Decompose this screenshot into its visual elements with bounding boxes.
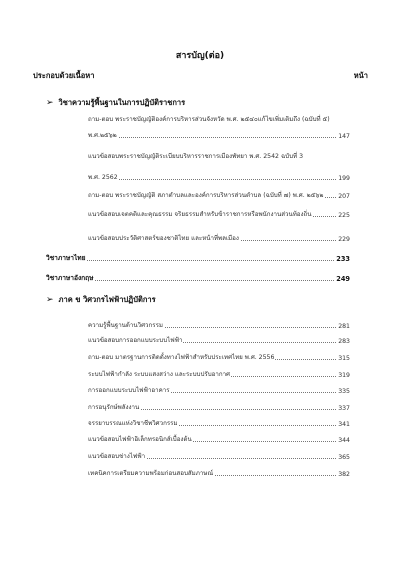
toc-entry-label: จรรยาบรรณแห่งวิชาชีพวิศวกรรม: [88, 420, 178, 427]
toc-entry-label: วิชาภาษาอังกฤษ: [46, 274, 94, 282]
section-heading-electrical-engineer: [46, 294, 156, 306]
toc-entry-page: 344: [338, 437, 350, 444]
page-column-heading: หน้า: [353, 71, 368, 80]
toc-entry-page: 382: [338, 471, 350, 478]
toc-entry[interactable]: [88, 418, 350, 428]
toc-entry-page: 199: [338, 175, 350, 182]
toc-entry-page: 281: [338, 323, 350, 330]
toc-entry[interactable]: [88, 172, 350, 182]
toc-entry-label: การอนุรักษ์พลังงาน: [88, 404, 140, 411]
toc-entry-line: ถาม-ตอบ พระราชบัญญัติองค์การบริหารส่วนจังหวัด พ.ศ. ๒๕๔๐แก้ไขเพิ่มเติมถึง (ฉบับที่ ๕): [88, 116, 330, 123]
section-heading-basic-knowledge: [46, 97, 185, 109]
toc-entry-label: แนวข้อสอบประวัติศาสตร์ของชาติไทย และหน้าที่พลเมือง: [88, 235, 239, 242]
dot-leader: [88, 137, 336, 138]
toc-entry-label: ถาม-ตอบ มาตรฐานการติดตั้งทางไฟฟ้าสำหรับประเทศไทย พ.ศ. 2556: [88, 354, 275, 361]
toc-entry[interactable]: [88, 233, 350, 243]
toc-entry-page: 341: [338, 421, 350, 428]
toc-entry-line: แนวข้อสอบพระราชบัญญัติระเบียบบริหารราชการเมืองพัทยา พ.ศ. 2542 ฉบับที่ 3: [88, 153, 304, 160]
toc-entry-page: 315: [338, 355, 350, 362]
toc-entry-page: 147: [338, 133, 350, 140]
toc-entry[interactable]: [88, 434, 350, 444]
toc-entry-label: พ.ศ.๒๕๖๒: [88, 132, 117, 139]
page-title: สารบัญ(ต่อ): [175, 51, 225, 61]
dot-leader: [88, 179, 336, 180]
toc-entry[interactable]: [88, 335, 350, 345]
toc-entry-page: 319: [338, 372, 350, 379]
toc-entry-thai[interactable]: [46, 253, 350, 263]
toc-entry-label: วิชาภาษาไทย: [46, 254, 86, 262]
toc-entry[interactable]: [88, 369, 350, 379]
toc-entry[interactable]: [88, 190, 350, 200]
toc-entry[interactable]: [88, 402, 350, 412]
toc-entry-label: พ.ศ. 2562: [88, 174, 118, 181]
toc-entry-label: ถาม-ตอบ พระราชบัญญัติ สภาตำบลและองค์การบริหารส่วนตำบล (ฉบับที่ ๗) พ.ศ. ๒๕๖๒: [88, 192, 324, 199]
toc-entry-page: 335: [338, 388, 350, 395]
toc-header: [33, 70, 368, 82]
toc-entry-page: 225: [338, 212, 350, 219]
toc-entry-label: แนวข้อสอบช่างไฟฟ้า: [88, 453, 146, 460]
toc-entry[interactable]: [88, 352, 350, 362]
toc-entry-label: แนวข้อสอบไฟฟ้าอิเล็กทรอนิกส์เบื้องต้น: [88, 436, 192, 443]
toc-entry-page: 337: [338, 405, 350, 412]
toc-entry-page: 233: [336, 255, 350, 263]
toc-entry-label: แนวข้อสอบเจตคติและคุณธรรม จริยธรรมสำหรับข้าราชการหรือพนักงานส่วนท้องถิ่น: [88, 211, 312, 218]
toc-entry-page: 283: [338, 338, 350, 345]
toc-entry-english[interactable]: [46, 273, 350, 283]
toc-entry[interactable]: [88, 385, 350, 395]
dot-leader: [46, 260, 336, 261]
arrow-bullet-icon: ➢: [46, 294, 54, 305]
section-heading-text: ภาค ข วิศวกรไฟฟ้าปฏิบัติการ: [58, 295, 156, 304]
toc-entry[interactable]: [88, 468, 350, 478]
toc-entry[interactable]: [88, 130, 350, 140]
toc-entry-label: การออกแบบระบบไฟฟ้าอาคาร: [88, 387, 170, 394]
arrow-bullet-icon: ➢: [46, 97, 54, 108]
toc-entry-page: 249: [336, 275, 350, 283]
toc-entry-label: ความรู้พื้นฐานด้านวิศวกรรม: [88, 322, 163, 329]
toc-entry-label: เทคนิคการเตรียมความพร้อมก่อนสอบสัมภาษณ์: [88, 470, 214, 477]
toc-entry-label: แนวข้อสอบการออกแบบระบบไฟฟ้า: [88, 337, 183, 344]
contents-heading: ประกอบด้วยเนื้อหา: [33, 71, 95, 80]
section-heading-text: วิชาความรู้พื้นฐานในการปฏิบัติราชการ: [58, 98, 186, 107]
toc-entry-page: 365: [338, 454, 350, 461]
toc-entry-page: 207: [338, 193, 350, 200]
toc-entry[interactable]: [88, 451, 350, 461]
toc-entry[interactable]: [88, 209, 350, 219]
toc-entry[interactable]: [88, 320, 350, 330]
toc-entry-label: ระบบไฟฟ้ากำลัง ระบบแสงสว่าง และระบบปรับอากาศ: [88, 371, 230, 378]
toc-entry-page: 229: [338, 236, 350, 243]
